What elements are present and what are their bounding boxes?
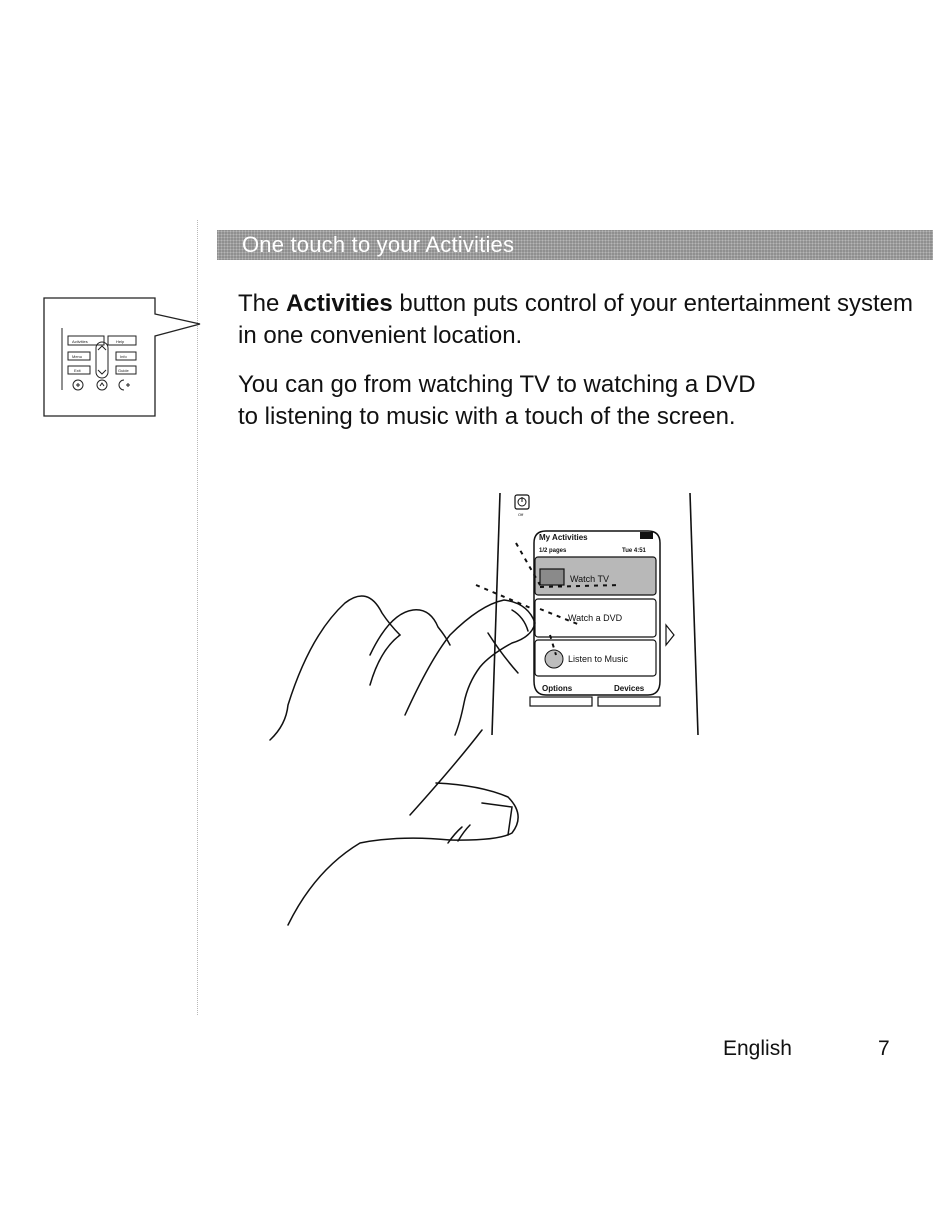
key-menu: Menu <box>72 354 83 359</box>
body-line-2: to listening to music with a touch of the screen. <box>238 403 736 430</box>
intro-before: The <box>238 290 287 317</box>
activity-label-3: Listen to Music <box>568 654 629 664</box>
screen-title: My Activities <box>539 533 588 542</box>
options-button[interactable]: Options <box>542 684 573 693</box>
page-indicator: 1/2 pages <box>539 548 567 554</box>
soft-key-left <box>530 697 592 706</box>
battery-icon <box>640 532 653 539</box>
page-number: 7 <box>878 1037 890 1060</box>
page-arrow-icon <box>666 625 674 645</box>
activities-keyword: Activities <box>286 290 393 317</box>
music-disc-icon <box>545 650 563 668</box>
key-guide: Guide <box>118 368 129 373</box>
section-header-bar <box>217 230 933 260</box>
key-exit: Exit <box>74 368 81 373</box>
footer-language: English <box>723 1037 792 1060</box>
section-title: One touch to your Activities <box>242 232 515 257</box>
key-activities: Activities <box>72 339 88 344</box>
body-paragraph <box>238 369 938 433</box>
body-line-1: You can go from watching TV to watching a DVD <box>238 371 756 398</box>
key-info: Info <box>120 354 127 359</box>
tv-icon <box>540 569 564 585</box>
remote-keypad-callout <box>38 290 204 420</box>
power-label: Off <box>518 512 524 517</box>
devices-button[interactable]: Devices <box>614 684 645 693</box>
key-help: Help <box>116 339 125 344</box>
remote-body-left-edge <box>492 493 500 735</box>
soft-key-right <box>598 697 660 706</box>
remote-touch-illustration <box>250 485 730 935</box>
activity-label-1: Watch TV <box>570 574 610 584</box>
remote-body-right-edge <box>690 493 698 735</box>
power-button <box>515 495 529 517</box>
screen-clock: Tue 4:51 <box>622 548 646 554</box>
intro-paragraph <box>238 288 938 352</box>
activity-label-2: Watch a DVD <box>568 613 623 623</box>
intro-after: button puts control of your entertainment system in one convenient location. <box>238 290 914 349</box>
